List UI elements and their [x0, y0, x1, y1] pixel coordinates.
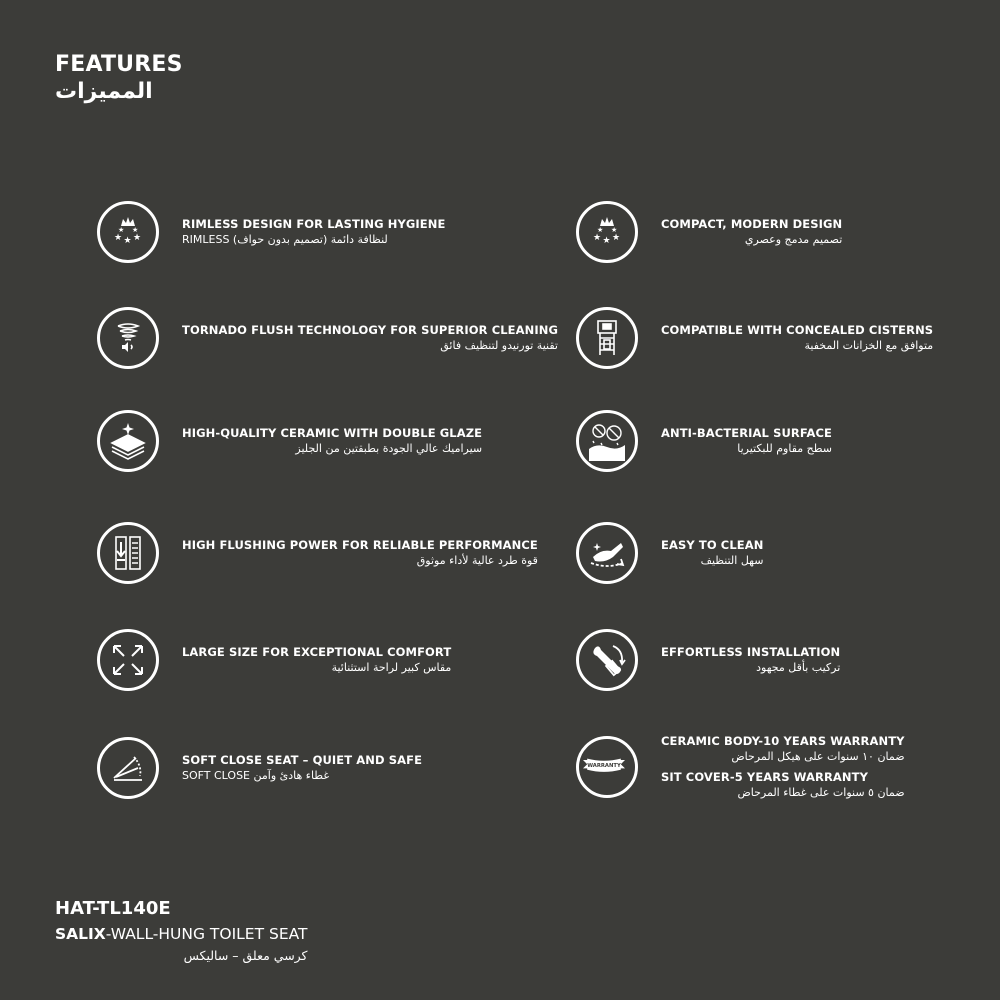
warranty-ribbon-text: WARRANTY: [587, 763, 621, 769]
feature-title-arabic: SOFT CLOSE غطاء هادئ وآمن: [182, 769, 330, 782]
product-footer: [55, 897, 308, 966]
expand-arrows-icon: [97, 629, 159, 691]
feature-easy-clean: [576, 522, 763, 584]
feature-title: HIGH FLUSHING POWER FOR RELIABLE PERFORMANCE: [182, 538, 538, 552]
crown-stars-icon: [576, 201, 638, 263]
feature-soft-close: [97, 737, 422, 799]
feature-title-arabic: تقنية تورنيدو لتنظيف فائق: [440, 339, 558, 352]
svg-text:★: ★: [132, 226, 139, 234]
svg-text:★: ★: [602, 236, 611, 246]
feature-title: RIMLESS DESIGN FOR LASTING HYGIENE: [182, 217, 446, 231]
feature-large-size: [97, 629, 451, 691]
feature-title-arabic: متوافق مع الخزانات المخفية: [804, 339, 934, 352]
heading-arabic: المميزات: [55, 79, 153, 104]
feature-title-arabic: RIMLESS (تصميم بدون حواف) لنظافة دائمة: [182, 233, 388, 246]
anti-bacterial-icon: [576, 410, 638, 472]
svg-text:★: ★: [123, 236, 132, 246]
heading-english: FEATURES: [55, 52, 183, 77]
svg-text:★: ★: [612, 233, 621, 243]
svg-text:★: ★: [118, 226, 125, 234]
feature-title-arabic: سطح مقاوم للبكتيريا: [737, 442, 832, 455]
feature-warranty: [576, 734, 905, 800]
wrench-installation-icon: [576, 629, 638, 691]
feature-title: HIGH-QUALITY CERAMIC WITH DOUBLE GLAZE: [182, 426, 483, 440]
feature-title-arabic: تركيب بأقل مجهود: [756, 661, 841, 674]
warranty-cover-title: SIT COVER-5 YEARS WARRANTY: [661, 770, 869, 784]
svg-text:★: ★: [597, 226, 604, 234]
feature-flush-power: [97, 522, 538, 584]
model-number: HAT-TL140E: [55, 898, 171, 919]
feature-compact-design: [576, 201, 842, 263]
tornado-flush-icon: [97, 307, 159, 369]
product-name-arabic: كرسي معلق – ساليكس: [183, 948, 308, 963]
soft-close-seat-icon: [97, 737, 159, 799]
feature-title: EFFORTLESS INSTALLATION: [661, 645, 841, 659]
svg-text:★: ★: [133, 233, 142, 243]
features-heading: [55, 52, 183, 106]
feature-title: LARGE SIZE FOR EXCEPTIONAL COMFORT: [182, 645, 452, 659]
feature-title-arabic: تصميم مدمج وعصري: [744, 233, 843, 246]
ceramic-glaze-icon: [97, 410, 159, 472]
feature-title: ANTI-BACTERIAL SURFACE: [661, 426, 832, 440]
easy-clean-hand-icon: [576, 522, 638, 584]
product-type: -WALL-HUNG TOILET SEAT: [105, 925, 308, 943]
feature-rimless: [97, 201, 445, 263]
svg-text:★: ★: [593, 233, 602, 243]
feature-ceramic-glaze: [97, 410, 482, 472]
feature-title-arabic: مقاس كبير لراحة استثنائية: [331, 661, 452, 674]
svg-text:★: ★: [611, 226, 618, 234]
warranty-cover-arabic: ضمان ٥ سنوات على غطاء المرحاض: [737, 786, 905, 799]
feature-concealed-cisterns: [576, 307, 933, 369]
feature-tornado-flush: [97, 307, 558, 369]
warranty-ribbon-icon: [576, 736, 638, 798]
feature-title-arabic: سهل التنظيف: [700, 554, 764, 567]
crown-stars-icon: [97, 201, 159, 263]
feature-anti-bacterial: [576, 410, 832, 472]
feature-title: TORNADO FLUSH TECHNOLOGY FOR SUPERIOR CLEANING: [182, 323, 558, 337]
warranty-body-arabic: ضمان ١٠ سنوات على هيكل المرحاض: [731, 750, 905, 763]
feature-title: COMPACT, MODERN DESIGN: [661, 217, 843, 231]
feature-title-arabic: قوة طرد عالية لأداء موثوق: [416, 554, 538, 567]
feature-effortless-installation: [576, 629, 840, 691]
feature-title: SOFT CLOSE SEAT – QUIET AND SAFE: [182, 753, 423, 767]
feature-title-arabic: سيراميك عالي الجودة بطبقتين من الجليز: [295, 442, 483, 455]
concealed-cistern-icon: [576, 307, 638, 369]
feature-title: EASY TO CLEAN: [661, 538, 764, 552]
product-name: [55, 923, 308, 945]
flush-power-icon: [97, 522, 159, 584]
feature-title: COMPATIBLE WITH CONCEALED CISTERNS: [661, 323, 934, 337]
warranty-body-title: CERAMIC BODY-10 YEARS WARRANTY: [661, 734, 905, 748]
svg-text:★: ★: [114, 233, 123, 243]
brand-name: SALIX: [55, 925, 106, 943]
